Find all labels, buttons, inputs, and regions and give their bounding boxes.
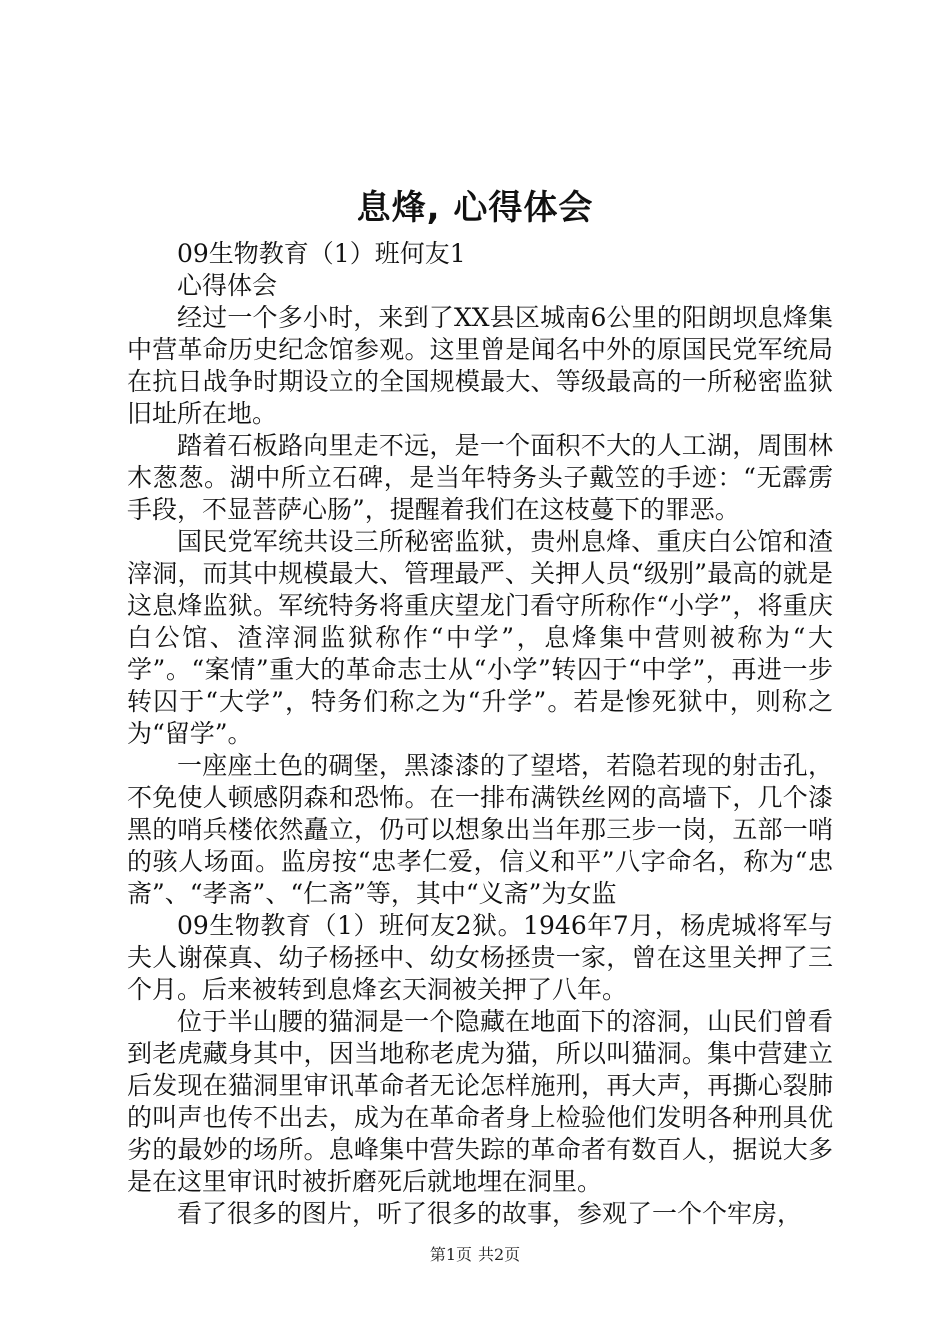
paragraph-cat-cave: 位于半山腰的猫洞是一个隐藏在地面下的溶洞，山民们曾看到老虎藏身其中，因当地称老虎为猫，所以叫猫洞。集中营建立后发现在猫洞里审讯革命者无论怎样施刑，再大声，再撕心裂肺的叫声也传不出去，成为在革命者身上检验他们发明各种刑具优劣的最妙的场所。息峰集中营失踪的革命者有数百人，据说大多是在这里审讯时被折磨死后就地埋在洞里。 <box>127 1007 833 1196</box>
paragraph-prisons: 国民党军统共设三所秘密监狱，贵州息烽、重庆白公馆和渣滓洞，而其中规模最大、管理最严、关押人员“级别”最高的就是这息烽监狱。军统特务将重庆望龙门看守所称作“小学”，将重庆白公馆、渣滓洞监狱称作“中学”，息烽集中营则被称为“大学”。“案情”重大的革命志士从“小学”转囚于“中学”，再进一步转囚于“大学”，特务们称之为“升学”。若是惨死狱中，则称之为“留学”。 <box>127 527 833 748</box>
paragraph-lake: 踏着石板路向里走不远，是一个面积不大的人工湖，周围林木葱葱。湖中所立石碑，是当年特务头子戴笠的手迹：“无霹雳手段，不显菩萨心肠”，提醒着我们在这枝蔓下的罪恶。 <box>127 431 833 524</box>
paragraph-bunkers: 一座座土色的碉堡，黑漆漆的了望塔，若隐若现的射击孔，不免使人顿感阴森和恐怖。在一排布满铁丝网的高墙下，几个漆黑的哨兵楼依然矗立，仍可以想象出当年那三步一岗，五部一哨的骇人场面。监房按“忠孝仁爱，信义和平”八字命名，称为“忠斋”、“孝斋”、“仁斋”等，其中“义斋”为女监 <box>127 751 833 908</box>
paragraph-class-line-1: 09生物教育（1）班何友1 <box>177 239 466 268</box>
paragraph-subtitle: 心得体会 <box>177 271 278 300</box>
paragraph-yang-hucheng: 09生物教育（1）班何友2狱。1946年7月，杨虎城将军与夫人谢葆真、幼子杨拯中、幼女杨拯贵一家，曾在这里关押了三个月。后来被转到息烽玄天洞被关押了八年。 <box>127 911 833 1004</box>
paragraph-intro: 经过一个多小时，来到了XX县区城南6公里的阳朗坝息烽集中营革命历史纪念馆参观。这里曾是闻名中外的原国民党军统局在抗日战争时期设立的全国规模最大、等级最高的一所秘密监狱旧址所在地。 <box>127 303 833 428</box>
document-body <box>127 238 833 1230</box>
page-number: 第1页 <box>429 1245 472 1264</box>
paragraph-closing: 看了很多的图片，听了很多的故事，参观了一个个牢房， <box>177 1199 803 1228</box>
page-footer <box>0 1244 950 1266</box>
page-total: 共2页 <box>478 1245 521 1264</box>
document-title: 息烽, 心得体会 <box>356 188 594 228</box>
